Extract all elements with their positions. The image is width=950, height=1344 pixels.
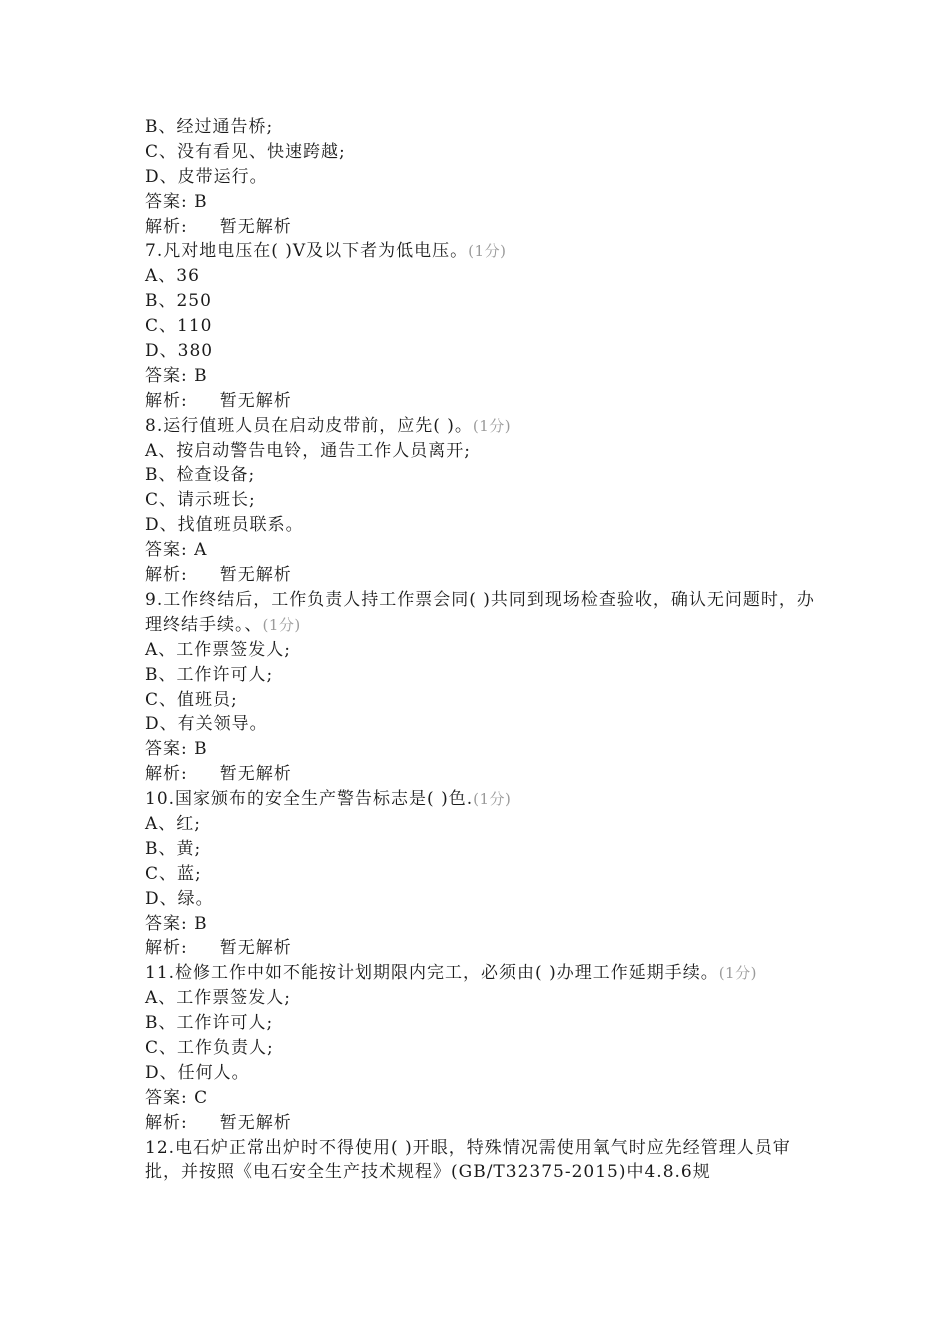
option-c: C、请示班长; (145, 490, 256, 511)
question-block-7 (145, 239, 815, 413)
analysis-label: 解析: (145, 565, 188, 586)
analysis-line (145, 215, 815, 240)
option-a: A、按启动警告电铃，通告工作人员离开; (145, 440, 472, 461)
question-stem (145, 414, 815, 439)
analysis-text: 暂无解析 (219, 1112, 292, 1133)
question-block-6 (145, 115, 815, 239)
option-b: B、黄; (145, 838, 202, 859)
analysis-label: 解析: (145, 938, 188, 959)
option-b: B、250 (145, 291, 212, 312)
analysis-text: 暂无解析 (219, 216, 292, 237)
question-stem (145, 961, 815, 986)
analysis-label: 解析: (145, 1112, 188, 1133)
analysis-text: 暂无解析 (219, 938, 292, 959)
option-c: C、没有看见、快速跨越; (145, 141, 346, 162)
option-a: A、工作票签发人; (145, 988, 292, 1009)
question-score: (1分) (473, 790, 512, 809)
question-block-12 (145, 1136, 815, 1186)
analysis-line (145, 762, 815, 787)
answer-line: 答案: B (145, 191, 208, 212)
question-stem (145, 588, 815, 638)
option-d: D、任何人。 (145, 1062, 250, 1083)
analysis-line (145, 1111, 815, 1136)
option-d: D、有关领导。 (145, 714, 268, 735)
question-stem-text: 11.检修工作中如不能按计划期限内完工，必须由( )办理工作延期手续。 (145, 963, 719, 984)
option-c: C、蓝; (145, 863, 202, 884)
answer-line: 答案: C (145, 1087, 209, 1108)
question-stem-text: 7.凡对地电压在( )V及以下者为低电压。 (145, 241, 469, 262)
analysis-line (145, 936, 815, 961)
analysis-label: 解析: (145, 216, 188, 237)
option-b: B、工作许可人; (145, 664, 274, 685)
option-a: A、36 (145, 266, 200, 287)
question-stem-text: 8.运行值班人员在启动皮带前，应先( )。 (145, 415, 473, 436)
question-stem-text: 10.国家颁布的安全生产警告标志是( )色. (145, 789, 474, 810)
option-c: C、值班员; (145, 689, 238, 710)
answer-line: 答案: B (145, 913, 208, 934)
option-b: B、工作许可人; (145, 1013, 274, 1034)
question-stem-text: 9.工作终结后，工作负责人持工作票会同( )共同到现场检查验收，确认无问题时，办理终结手续。、 (145, 589, 815, 635)
analysis-line (145, 563, 815, 588)
question-score: (1分) (468, 242, 507, 261)
analysis-label: 解析: (145, 764, 188, 785)
option-b: B、经过通告桥; (145, 117, 274, 137)
question-stem (145, 1136, 815, 1186)
option-d: D、找值班员联系。 (145, 515, 304, 536)
question-score: (1分) (262, 615, 301, 634)
question-stem-text: 12.电石炉正常出炉时不得使用( )开眼，特殊情况需使用氧气时应先经管理人员审批，并按照《电石安全生产技术规程》(GB/T32375-2015)中4.8.6规 (145, 1137, 791, 1183)
option-a: A、工作票签发人; (145, 639, 292, 660)
question-block-10 (145, 787, 815, 961)
question-score: (1分) (472, 416, 512, 435)
option-c: C、工作负责人; (145, 1038, 274, 1058)
option-d: D、380 (145, 341, 214, 362)
analysis-text: 暂无解析 (219, 390, 292, 411)
question-block-11 (145, 961, 815, 1135)
analysis-text: 暂无解析 (219, 764, 292, 785)
question-stem (145, 787, 815, 812)
analysis-label: 解析: (145, 390, 188, 411)
option-d: D、皮带运行。 (145, 166, 268, 187)
analysis-line (145, 389, 815, 414)
option-c: C、110 (145, 316, 213, 337)
analysis-text: 暂无解析 (219, 565, 292, 586)
question-block-9 (145, 588, 815, 787)
question-stem (145, 239, 815, 264)
option-a: A、红; (145, 813, 202, 834)
answer-line: 答案: B (145, 739, 208, 760)
option-b: B、检查设备; (145, 465, 256, 486)
exam-page (145, 115, 815, 1185)
answer-line: 答案: B (145, 365, 208, 386)
question-block-8 (145, 414, 815, 588)
question-score: (1分) (718, 964, 757, 983)
option-d: D、绿。 (145, 888, 214, 909)
answer-line: 答案: A (145, 540, 208, 561)
